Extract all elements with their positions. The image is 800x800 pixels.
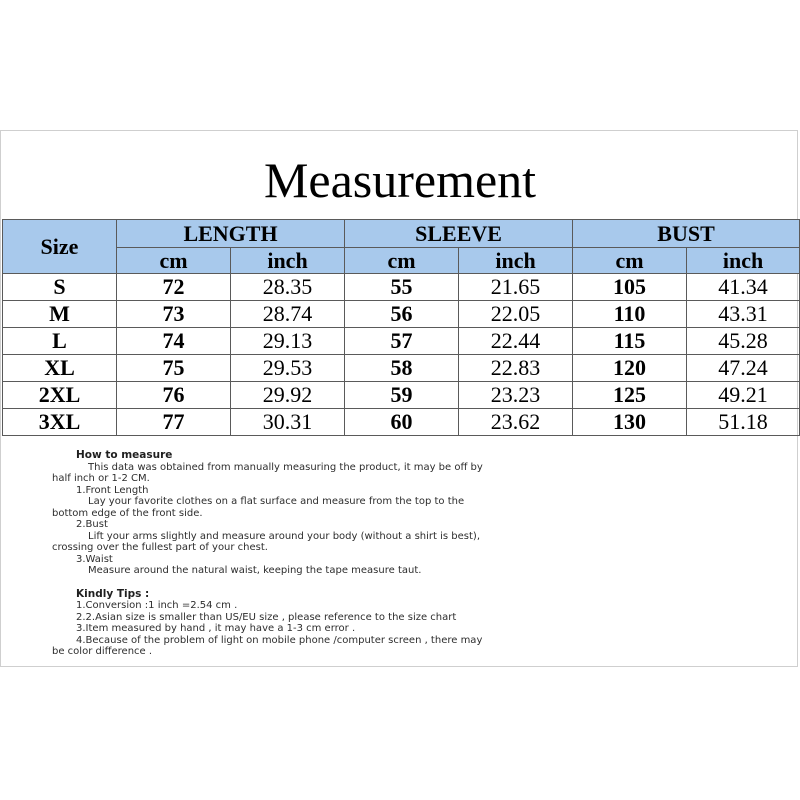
unit-header: inch: [231, 248, 345, 274]
sleeve-cm-cell: 59: [345, 382, 459, 409]
size-cell: S: [3, 274, 117, 301]
tip-line: 1.Conversion :1 inch =2.54 cm .: [76, 600, 238, 611]
size-cell: M: [3, 301, 117, 328]
table-row: [3, 328, 800, 355]
note-label: 2.Bust: [76, 519, 108, 530]
sleeve-inch-cell: 22.05: [459, 301, 573, 328]
bust-inch-cell: 51.18: [687, 409, 800, 436]
size-column-header: Size: [3, 220, 117, 274]
bust-inch-cell: 43.31: [687, 301, 800, 328]
kindly-tips-heading: Kindly Tips :: [76, 587, 150, 600]
bust-inch-cell: 49.21: [687, 382, 800, 409]
length-group-header: LENGTH: [117, 220, 345, 248]
note-line: crossing over the fullest part of your chest.: [52, 542, 268, 553]
bust-cm-cell: 110: [573, 301, 687, 328]
measurement-notes: [52, 450, 712, 658]
table-row: [3, 355, 800, 382]
sleeve-inch-cell: 23.23: [459, 382, 573, 409]
unit-header: inch: [687, 248, 800, 274]
note-label: 3.Waist: [76, 553, 113, 565]
sleeve-cm-cell: 58: [345, 355, 459, 382]
bust-cm-cell: 115: [573, 328, 687, 355]
bust-cm-cell: 120: [573, 355, 687, 382]
length-cm-cell: 73: [117, 301, 231, 328]
length-cm-cell: 75: [117, 355, 231, 382]
sleeve-cm-cell: 60: [345, 409, 459, 436]
length-inch-cell: 29.13: [231, 328, 345, 355]
unit-header: cm: [345, 248, 459, 274]
sleeve-cm-cell: 55: [345, 274, 459, 301]
length-cm-cell: 74: [117, 328, 231, 355]
size-cell: L: [3, 328, 117, 355]
sleeve-cm-cell: 56: [345, 301, 459, 328]
sleeve-group-header: SLEEVE: [345, 220, 573, 248]
length-inch-cell: 29.92: [231, 382, 345, 409]
bust-inch-cell: 45.28: [687, 328, 800, 355]
page-title: Measurement: [263, 152, 537, 208]
bust-cm-cell: 130: [573, 409, 687, 436]
note-label: 1.Front Length: [76, 484, 149, 496]
how-to-measure-heading: How to measure: [76, 449, 173, 461]
note-line: bottom edge of the front side.: [52, 507, 203, 519]
tip-line: 2.2.Asian size is smaller than US/EU size , please reference to the size chart: [76, 611, 457, 623]
length-cm-cell: 77: [117, 409, 231, 436]
header-row-units: [3, 248, 800, 274]
unit-header: inch: [459, 248, 573, 274]
sleeve-inch-cell: 23.62: [459, 409, 573, 436]
table-row: [3, 274, 800, 301]
tip-line: 3.Item measured by hand , it may have a 1-3 cm error .: [76, 623, 356, 634]
size-cell: XL: [3, 355, 117, 382]
sleeve-inch-cell: 22.83: [459, 355, 573, 382]
header-row-groups: [3, 220, 800, 248]
length-cm-cell: 72: [117, 274, 231, 301]
bust-inch-cell: 47.24: [687, 355, 800, 382]
table-row: [3, 409, 800, 436]
note-line: half inch or 1-2 CM.: [52, 473, 150, 484]
sleeve-inch-cell: 21.65: [459, 274, 573, 301]
tip-line: 4.Because of the problem of light on mobile phone /computer screen , there may: [76, 634, 483, 646]
note-line: This data was obtained from manually measuring the product, it may be off by: [88, 461, 483, 473]
size-cell: 2XL: [3, 382, 117, 409]
tip-line: be color difference .: [52, 646, 153, 657]
note-line: Lift your arms slightly and measure around your body (without a shirt is best),: [88, 530, 480, 542]
table-row: [3, 382, 800, 409]
unit-header: cm: [573, 248, 687, 274]
note-line: Measure around the natural waist, keeping the tape measure taut.: [88, 565, 422, 576]
length-inch-cell: 30.31: [231, 409, 345, 436]
bust-group-header: BUST: [573, 220, 800, 248]
bust-cm-cell: 125: [573, 382, 687, 409]
sleeve-cm-cell: 57: [345, 328, 459, 355]
length-cm-cell: 76: [117, 382, 231, 409]
size-chart-table: [2, 219, 800, 436]
sleeve-inch-cell: 22.44: [459, 328, 573, 355]
length-inch-cell: 28.35: [231, 274, 345, 301]
unit-header: cm: [117, 248, 231, 274]
bust-inch-cell: 41.34: [687, 274, 800, 301]
table-row: [3, 301, 800, 328]
size-cell: 3XL: [3, 409, 117, 436]
bust-cm-cell: 105: [573, 274, 687, 301]
length-inch-cell: 28.74: [231, 301, 345, 328]
length-inch-cell: 29.53: [231, 355, 345, 382]
note-line: Lay your favorite clothes on a flat surface and measure from the top to the: [88, 496, 465, 507]
